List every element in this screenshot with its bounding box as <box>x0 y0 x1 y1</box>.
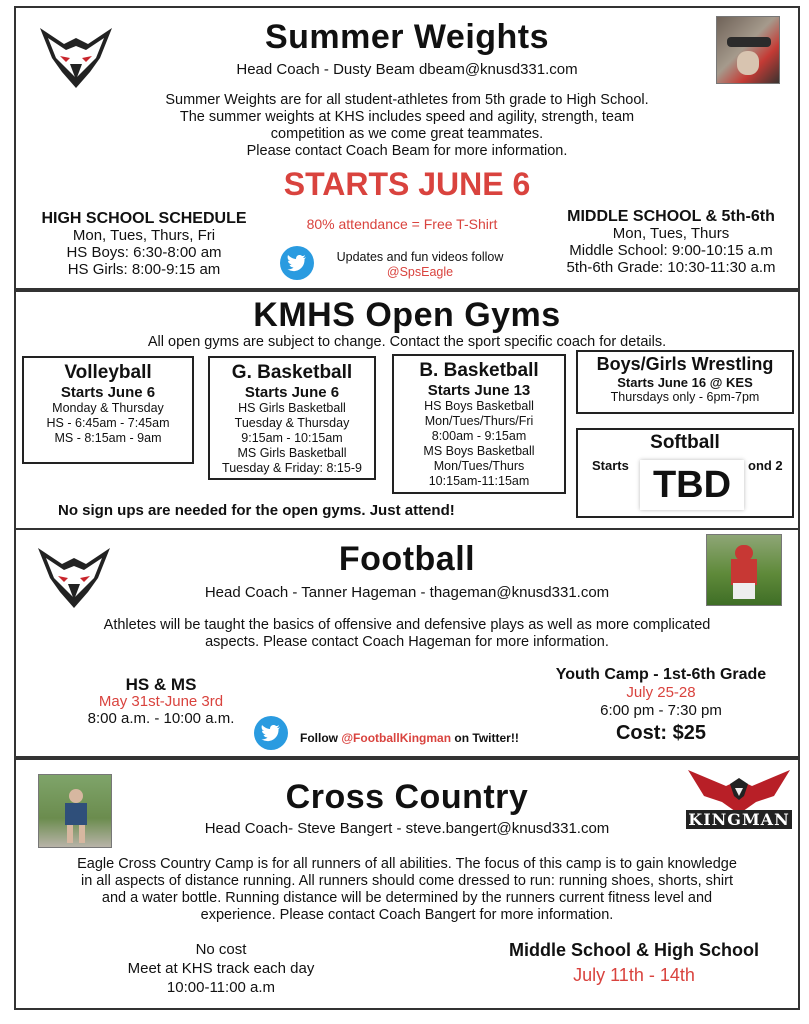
cross-title: Cross Country <box>285 778 529 816</box>
gyms-title: KMHS Open Gyms <box>253 296 561 334</box>
twitter-icon[interactable] <box>280 246 314 280</box>
cross-logistics: No cost Meet at KHS track each day 10:00-11:00 a.m <box>127 941 315 996</box>
hs-schedule: HIGH SCHOOL SCHEDULE Mon, Tues, Thurs, Fri HS Boys: 6:30-8:00 am HS Girls: 8:00-9:15 am <box>41 210 247 278</box>
summer-twitter-text: Updates and fun videos follow @SpsEagle <box>320 250 520 280</box>
football-twitter-handle[interactable]: @FootballKingman <box>341 731 452 745</box>
summer-title: Summer Weights <box>264 18 550 56</box>
cross-country-section <box>14 758 800 1010</box>
football-coach: Head Coach - Tanner Hageman - thageman@knusd331.com <box>204 584 610 601</box>
attendance-note: 80% attendance = Free T-Shirt <box>306 216 498 232</box>
football-title: Football <box>338 540 476 578</box>
girls-basketball-box: G. Basketball Starts June 6 HS Girls Basketball Tuesday & Thursday 9:15am - 10:15am MS Girls Basketball Tuesday & Friday: 8:15-9 <box>208 356 376 480</box>
ms-schedule: MIDDLE SCHOOL & 5th-6th Mon, Tues, Thurs Middle School: 9:00-10:15 a.m 5th-6th Grade: 10:30-11:30 a.m <box>566 208 776 276</box>
volleyball-box: Volleyball Starts June 6 Monday & Thursday HS - 6:45am - 7:45am MS - 8:15am - 9am <box>22 356 194 464</box>
football-description: Athletes will be taught the basics of offensive and defensive plays as well as more complicated aspects. Please contact Coach Hageman for more information. <box>103 617 711 650</box>
cross-level: Middle School & High School July 11th - 14th <box>509 940 759 985</box>
twitter-icon[interactable] <box>254 716 288 750</box>
open-gyms-section <box>14 290 800 530</box>
boys-basketball-box: B. Basketball Starts June 13 HS Boys Basketball Mon/Tues/Thurs/Fri 8:00am - 9:15am MS Boys Basketball Mon/Tues/Thurs 10:15am-11:15am <box>392 354 566 494</box>
summer-description: Summer Weights are for all student-athletes from 5th grade to High School. The summer weights at KHS includes speed and agility, strength, team competition as we come great teammates. Please contact Coach Beam for more information. <box>165 92 649 159</box>
tbd-label: TBD <box>640 460 744 510</box>
summer-twitter-handle[interactable]: @SpsEagle <box>386 265 454 279</box>
football-section <box>14 528 800 758</box>
summer-start-date: STARTS JUNE 6 <box>283 166 531 202</box>
summer-coach: Head Coach - Dusty Beam dbeam@knusd331.com <box>236 61 578 78</box>
gyms-subtitle: All open gyms are subject to change. Contact the sport specific coach for details. <box>147 334 667 350</box>
summer-weights-section <box>14 6 800 290</box>
youth-camp: Youth Camp - 1st-6th Grade July 25-28 6:00 pm - 7:30 pm Cost: $25 <box>555 666 767 744</box>
softball-box: Softball Starts ond 2 TBD <box>576 428 794 518</box>
football-twitter-text: Follow @FootballKingman on Twitter!! <box>300 731 519 745</box>
gyms-note: No sign ups are needed for the open gyms. Just attend! <box>58 502 455 519</box>
cross-description: Eagle Cross Country Camp is for all runners of all abilities. The focus of this camp is to gain knowledge in all aspects of distance running. All runners should come dressed to run: running shoes, shorts, shirt and a water bottle. Running distance will be determined by the runners current fitness level and experience. Please contact Coach Bangert for more information. <box>77 856 737 923</box>
kingman-logo: KINGMAN <box>686 766 792 836</box>
wrestling-box: Boys/Girls Wrestling Starts June 16 @ KES Thursdays only - 6pm-7pm <box>576 350 794 414</box>
hsms-camp: HS & MS May 31st-June 3rd 8:00 a.m. - 10:00 a.m. <box>87 675 235 727</box>
cross-coach: Head Coach- Steve Bangert - steve.bangert@knusd331.com <box>204 820 610 837</box>
